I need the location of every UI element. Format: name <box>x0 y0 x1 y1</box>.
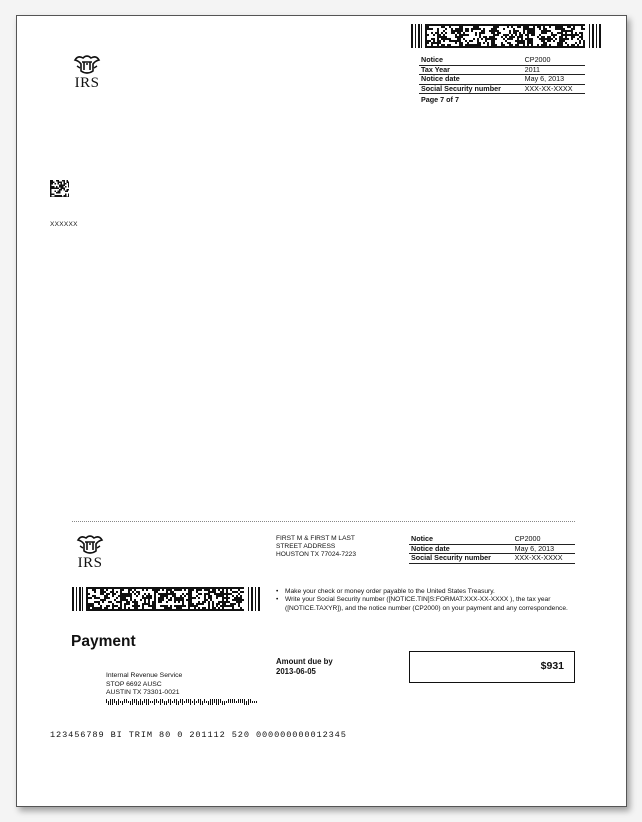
stub-barcode <box>72 587 260 611</box>
irs-eagle-icon <box>73 54 101 76</box>
notice-field-value: CP2000 <box>509 535 575 544</box>
irs-address-line: Internal Revenue Service <box>106 672 183 679</box>
taxpayer-street: STREET ADDRESS <box>276 543 336 551</box>
placeholder-text: XXXXXX <box>50 221 78 228</box>
tear-line <box>72 521 575 522</box>
instruction-item: • Make your check or money order payable to the United States Treasury. <box>276 588 495 595</box>
irs-address-line: AUSTIN TX 73301-0021 <box>106 689 180 697</box>
amount-due-date: 2013-06-05 <box>276 667 316 676</box>
notice-field-value: 2011 <box>519 65 585 75</box>
notice-field-label: Notice date <box>409 544 509 554</box>
notice-table-row <box>419 56 585 65</box>
notice-field-label: Social Security number <box>409 554 509 564</box>
stub-notice-info-table <box>409 535 575 564</box>
notice-field-value: May 6, 2013 <box>509 544 575 554</box>
notice-field-label: Notice <box>419 56 519 65</box>
notice-field-label: Tax Year <box>419 65 519 75</box>
page-indicator: Page 7 of 7 <box>421 95 459 105</box>
irs-logo-text: IRS <box>74 75 100 91</box>
datamatrix-code <box>50 180 69 197</box>
top-barcode <box>411 24 601 48</box>
payment-heading: Payment <box>71 633 136 650</box>
amount-due-value: $931 <box>540 660 564 672</box>
notice-page <box>16 15 627 807</box>
notice-info-table <box>419 56 585 105</box>
amount-due-label <box>276 657 333 677</box>
stub-irs-logo-text: IRS <box>77 555 103 571</box>
taxpayer-address <box>276 535 356 560</box>
notice-table-row <box>419 84 585 94</box>
scan-line: 123456789 BI TRIM 80 0 201112 520 000000000012345 <box>50 730 347 740</box>
taxpayer-city: HOUSTON TX 77024-7223 <box>276 551 357 559</box>
notice-field-label: Social Security number <box>419 84 519 94</box>
notice-field-value: XXX-XX-XXXX <box>519 84 585 94</box>
postal-barcode <box>106 699 258 705</box>
notice-field-value: XXX-XX-XXXX <box>509 554 575 564</box>
payment-instructions <box>276 588 576 613</box>
taxpayer-name: FIRST M & FIRST M LAST <box>276 535 355 542</box>
instruction-item: • Write your Social Security number ([NOTICE.TIN]S:FORMAT:XXX-XX-XXXX ), the tax year ([NOTICE.TAXYR]), and the notice number (CP2000) on your payment and any correspondence. <box>276 596 576 613</box>
irs-address-line: STOP 6692 AUSC <box>106 680 162 688</box>
notice-field-value: May 6, 2013 <box>519 75 585 85</box>
irs-logo <box>69 54 105 91</box>
instruction-text-1: Make your check or money order payable to the United States Treasury. <box>285 588 495 595</box>
instruction-text-2: Write your Social Security number ([NOTICE.TIN]S:FORMAT:XXX-XX-XXXX ), the tax year ([NOTICE.TAXYR]), and the notice number (CP2000) on your payment and any correspondence. <box>285 596 568 612</box>
amount-due-box <box>409 651 575 683</box>
irs-mailing-address <box>106 672 182 698</box>
notice-table-row <box>409 554 575 564</box>
notice-field-value: CP2000 <box>519 56 585 65</box>
notice-table-row <box>419 75 585 85</box>
stub-irs-eagle-icon <box>76 534 104 556</box>
notice-field-label: Notice <box>409 535 509 544</box>
stub-irs-logo <box>72 534 108 571</box>
notice-field-label: Notice date <box>419 75 519 85</box>
notice-table-row <box>409 535 575 544</box>
amount-due-by: Amount due by <box>276 657 333 666</box>
